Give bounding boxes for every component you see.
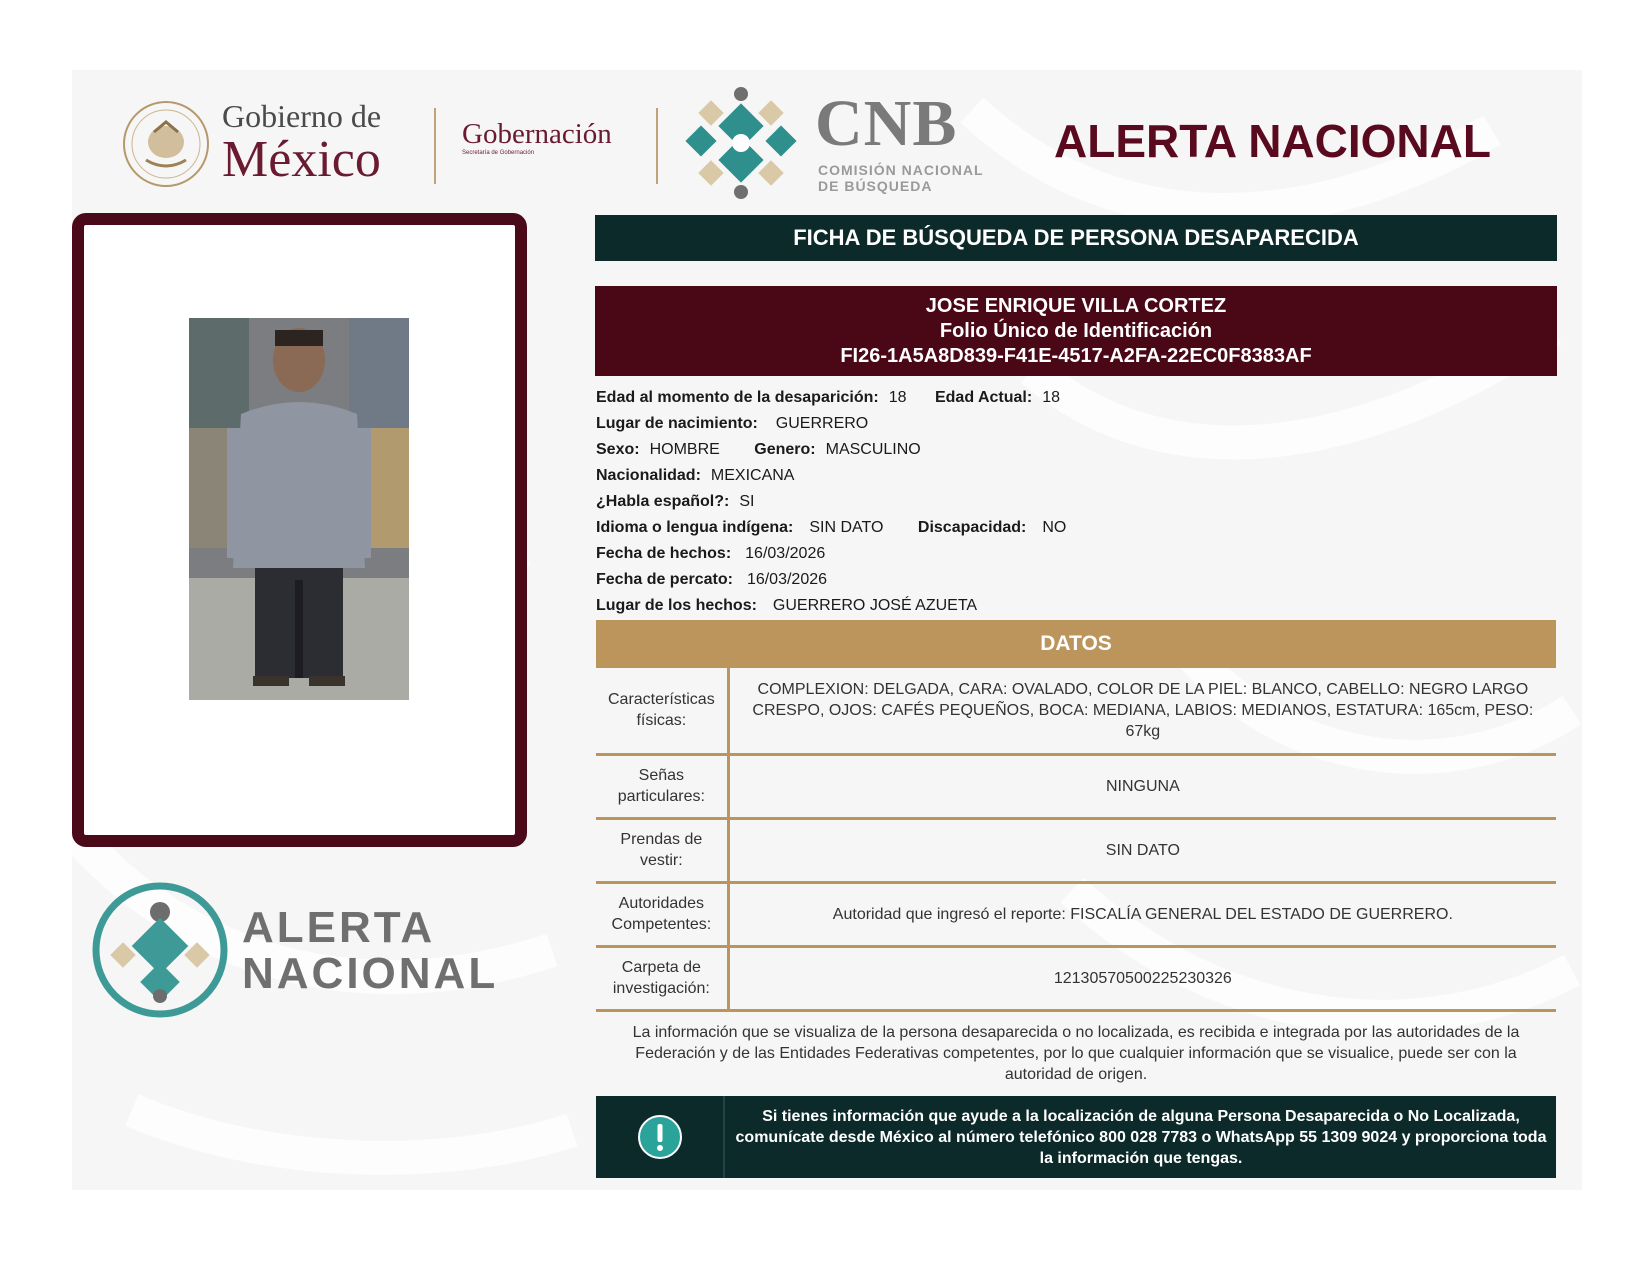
info-row-idioma [596,518,1556,538]
contact-banner [596,1096,1556,1178]
info-row-edad [596,388,1556,408]
table-row [596,882,1556,946]
missing-person-photo [189,318,409,700]
info-row-lugar-hechos [596,596,1556,616]
discapacidad-value: NO [1042,519,1067,536]
idioma-value: SIN DATO [809,519,884,536]
lugar-nacimiento-value: GUERRERO [775,415,869,432]
datos-value-senas: NINGUNA [728,754,1556,818]
info-row-sexo [596,440,1556,460]
datos-value-caracteristicas: COMPLEXION: DELGADA, CARA: OVALADO, COLOR DE LA PIEL: BLANCO, CABELLO: NEGRO LARGO CRESPO, OJOS: CAFÉS PEQUEÑOS, BOCA: MEDIANA, LABIOS: MEDIANOS, ESTATURA: 165cm, PESO: 67kg [728,668,1556,754]
alerta-nacional-heading: ALERTA NACIONAL [1054,115,1491,167]
cnb-sub-line2: DE BÚSQUEDA [818,178,933,194]
edad-actual-value: 18 [1042,389,1060,406]
info-row-habla-espanol [596,492,1556,512]
gobierno-line2: México [222,131,381,188]
info-row-fecha-percato [596,570,1556,590]
folio-label: Folio Único de Identificación [939,320,1213,342]
exclamation-icon [638,1115,682,1159]
person-name: JOSE ENRIQUE VILLA CORTEZ [925,295,1227,317]
lugar-hechos-label: Lugar de los hechos: [596,597,757,614]
alerta-nacional-logo-text [242,905,498,997]
datos-value-autoridades: Autoridad que ingresó el reporte: FISCALÍA GENERAL DEL ESTADO DE GUERRERO. [728,882,1556,946]
alerta-logo-line2: NACIONAL [242,949,499,998]
datos-label-prendas: Prendas de vestir: [596,818,728,882]
gobernacion-subtitle: Secretaría de Gobernación [462,150,535,156]
cnb-title: CNB [815,87,958,160]
person-name-box [595,286,1557,376]
idioma-label: Idioma o lengua indígena: [596,519,794,536]
datos-value-prendas: SIN DATO [728,818,1556,882]
datos-label-autoridades: Autoridades Competentes: [596,882,728,946]
fecha-percato-value: 16/03/2026 [746,571,828,588]
edad-desaparicion-label: Edad al momento de la desaparición: [596,389,879,406]
datos-value-carpeta: 12130570500225230326 [728,946,1556,1010]
datos-label-senas: Señas particulares: [596,754,728,818]
sexo-value: HOMBRE [649,441,720,458]
gobernacion-logo: Gobernación [462,118,612,150]
genero-value: MASCULINO [825,441,921,458]
datos-label-carpeta: Carpeta de investigación: [596,946,728,1010]
table-row [596,818,1556,882]
datos-heading: DATOS [596,620,1556,668]
edad-desaparicion-value: 18 [888,389,907,406]
info-row-nacionalidad [596,466,1556,486]
lugar-nacimiento-label: Lugar de nacimiento: [596,415,758,432]
table-row [596,754,1556,818]
header-divider [656,108,658,184]
info-row-fecha-hechos [596,544,1556,564]
datos-label-caracteristicas: Características físicas: [596,668,728,754]
sexo-label: Sexo: [596,441,640,458]
table-row [596,668,1556,754]
habla-espanol-value: SI [739,493,755,510]
discapacidad-label: Discapacidad: [917,519,1027,536]
gobierno-de-mexico-logo [222,100,381,186]
contact-divider [723,1096,725,1178]
fecha-hechos-label: Fecha de hechos: [596,545,732,562]
alerta-logo-line1: ALERTA [242,903,436,952]
gobierno-line1: Gobierno de [222,98,382,134]
contact-message: Si tienes información que ayude a la localización de alguna Persona Desaparecida o No Localizada, comunícate desde México al número telefónico 800 028 7783 o WhatsApp 55 1309 9024 y proporciona toda la información que tengas. [735,1108,1547,1167]
alerta-nacional-logo-emblem [90,880,230,1020]
genero-label: Genero: [754,441,816,458]
lugar-hechos-value: GUERRERO JOSÉ AZUETA [772,597,978,614]
habla-espanol-label: ¿Habla español?: [596,493,730,510]
datos-table [596,668,1556,1012]
cnb-sub-line1: COMISIÓN NACIONAL [818,162,984,178]
mexico-seal-logo [120,98,212,190]
disclaimer-text: La información que se visualiza de la persona desaparecida o no localizada, es recibida e integrada por las autoridades de la Federación y de las Entidades Federativas competentes, por lo que cualquier información que se visualice, puede ser con la autoridad de origen. [632,1024,1520,1083]
table-row [596,946,1556,1010]
header-divider [434,108,436,184]
edad-actual-label: Edad Actual: [934,389,1033,406]
ficha-title: FICHA DE BÚSQUEDA DE PERSONA DESAPARECIDA [595,215,1557,261]
fecha-percato-label: Fecha de percato: [596,571,733,588]
info-row-lugar-nacimiento [596,414,1556,434]
nacionalidad-value: MEXICANA [710,467,795,484]
folio-number: FI26-1A5A8D839-F41E-4517-A2FA-22EC0F8383AF [840,345,1312,367]
fecha-hechos-value: 16/03/2026 [745,545,826,562]
nacionalidad-label: Nacionalidad: [596,467,701,484]
cnb-emblem-logo [680,82,802,204]
cnb-subtitle [818,162,984,194]
